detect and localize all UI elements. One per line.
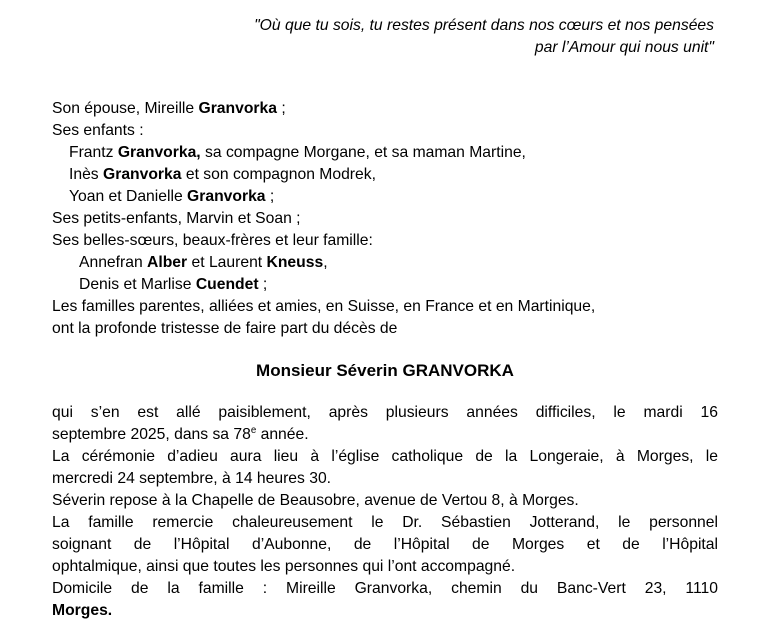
- family-list-line: Ses belles-sœurs, beaux-frères et leur famille:: [52, 232, 373, 249]
- family-list-line: Yoan et Danielle Granvorka ;: [69, 188, 275, 205]
- announcement-line: ophtalmique, ainsi que toutes les personnes qui l’ont accompagné.: [52, 558, 516, 575]
- family-list-line: ont la profonde tristesse de faire part du décès de: [52, 320, 398, 337]
- announcement-line: soignant de l’Hôpital d’Aubonne, de l’Hôpital de Morges et de l’Hôpital: [52, 536, 718, 553]
- epigraph-line-1: "Où que tu sois, tu restes présent dans nos cœurs et nos pensées: [254, 17, 714, 34]
- family-list-line: Inès Granvorka et son compagnon Modrek,: [69, 166, 376, 183]
- paragraph: [52, 512, 718, 578]
- announcement-line: mercredi 24 septembre, à 14 heures 30.: [52, 470, 332, 487]
- announcement-line: La famille remercie chaleureusement le Dr. Sébastien Jotterand, le personnel: [52, 514, 718, 531]
- announcement-line: Morges.: [52, 602, 113, 619]
- family-list: [52, 98, 718, 340]
- paragraph: [52, 490, 718, 512]
- paragraph: [52, 402, 718, 446]
- family-list-line: Son épouse, Mireille Granvorka ;: [52, 100, 286, 117]
- document-body: [0, 98, 770, 622]
- family-list-line: Frantz Granvorka, sa compagne Morgane, et sa maman Martine,: [69, 144, 526, 161]
- announcement-line: septembre 2025, dans sa 78e année.: [52, 424, 309, 443]
- announcement-line: Domicile de la famille : Mireille Granvorka, chemin du Banc-Vert 23, 1110: [52, 580, 718, 597]
- family-list-line: Annefran Alber et Laurent Kneuss,: [79, 254, 328, 271]
- paragraph: [52, 446, 718, 490]
- family-list-line: Denis et Marlise Cuendet ;: [79, 276, 268, 293]
- announcement-line: qui s’en est allé paisiblement, après plusieurs années difficiles, le mardi 16: [52, 404, 718, 421]
- paragraph: [52, 578, 718, 622]
- family-list-line: Ses enfants :: [52, 122, 144, 139]
- deceased-name-title: Monsieur Séverin GRANVORKA: [256, 361, 514, 380]
- announcement-line: La cérémonie d’adieu aura lieu à l’église catholique de la Longeraie, à Morges, le: [52, 448, 718, 465]
- announcement-line: Séverin repose à la Chapelle de Beausobre, avenue de Vertou 8, à Morges.: [52, 492, 579, 509]
- family-list-line: Ses petits-enfants, Marvin et Soan ;: [52, 210, 301, 227]
- announcement-paragraphs: [52, 402, 718, 622]
- family-list-line: Les familles parentes, alliées et amies, en Suisse, en France et en Martinique,: [52, 298, 596, 315]
- epigraph-quote: [0, 0, 770, 59]
- epigraph-line-2: par l’Amour qui nous unit": [534, 39, 714, 56]
